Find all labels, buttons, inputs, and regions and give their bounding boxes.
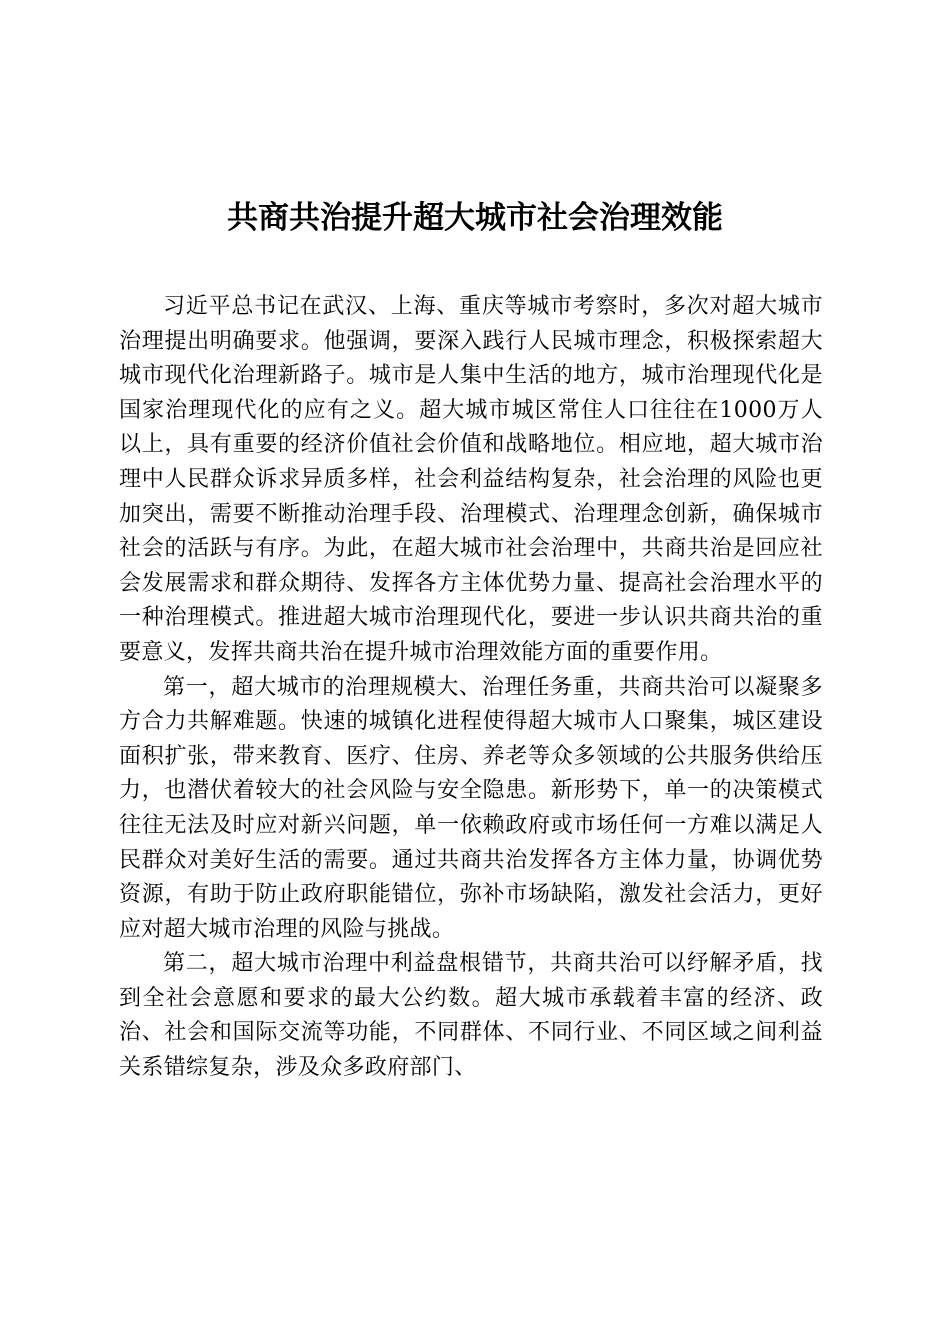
paragraph-first-point: 第一，超大城市的治理规模大、治理任务重，共商共治可以凝聚多方合力共解难题。快速的城镇化进程使得超大城市人口聚集，城区建设面积扩张，带来教育、医疗、住房、养老等众多领域的公共服务供给压力，也潜伏着较大的社会风险与安全隐患。新形势下，单一的决策模式往往无法及时应对新兴问题，单一依赖政府或市场任何一方难以满足人民群众对美好生活的需要。通过共商共治发挥各方主体力量，协调优势资源，有助于防止政府职能错位，弥补市场缺陷，激发社会活力，更好应对超大城市治理的风险与挑战。 xyxy=(119,674,823,942)
page-title: 共商共治提升超大城市社会治理效能 xyxy=(227,200,723,236)
paragraph-second-point: 第二，超大城市治理中利益盘根错节，共商共治可以纾解矛盾，找到全社会意愿和要求的最大公约数。超大城市承载着丰富的经济、政治、社会和国际交流等功能，不同群体、不同行业、不同区域之间利益关系错综复杂，涉及众多政府部门、 xyxy=(119,951,823,1081)
paragraph-intro: 习近平总书记在武汉、上海、重庆等城市考察时，多次对超大城市治理提出明确要求。他强调，要深入践行人民城市理念，积极探索超大城市现代化治理新路子。城市是人集中生活的地方，城市治理现代化是国家治理现代化的应有之义。超大城市城区常住人口往往在1000万人以上，具有重要的经济价值社会价值和战略地位。相应地，超大城市治理中人民群众诉求异质多样，社会利益结构复杂，社会治理的风险也更加突出，需要不断推动治理手段、治理模式、治理理念创新，确保城市社会的活跃与有序。为此，在超大城市社会治理中，共商共治是回应社会发展需求和群众期待、发挥各方主体优势力量、提高社会治理水平的一种治理模式。推进超大城市治理现代化，要进一步认识共商共治的重要意义，发挥共商共治在提升城市治理效能方面的重要作用。 xyxy=(119,294,823,665)
article-body xyxy=(119,290,823,1086)
